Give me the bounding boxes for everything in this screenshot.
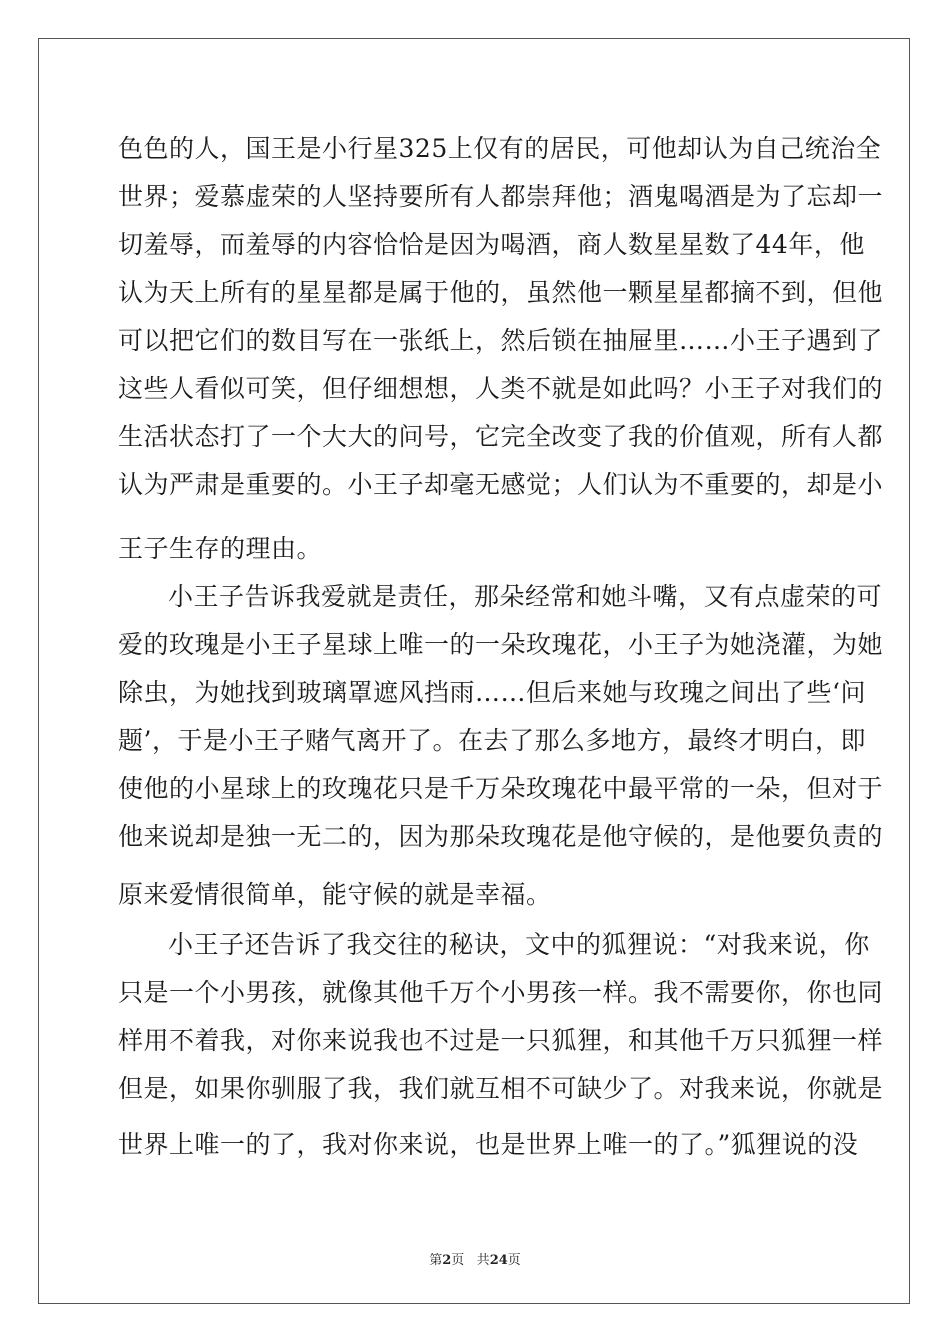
page-footer bbox=[0, 1249, 950, 1268]
page-prefix: 第 bbox=[429, 1253, 443, 1268]
text-line: 王子生存的理由。 bbox=[118, 534, 323, 563]
text-line: 除虫，为她找到玻璃罩遮风挡雨……但后来她与玫瑰之间出了些‘问 bbox=[118, 678, 866, 707]
text-line: 但是，如果你驯服了我，我们就互相不可缺少了。对我来说，你就是 bbox=[118, 1074, 884, 1103]
text-line: 爱的玫瑰是小王子星球上唯一的一朵玫瑰花，小王子为她浇灌，为她 bbox=[118, 630, 884, 659]
text-line: 可以把它们的数目写在一张纸上，然后锁在抽屉里……小王子遇到了 bbox=[118, 326, 884, 355]
text-line: 样用不着我，对你来说我也不过是一只狐狸，和其他千万只狐狸一样 bbox=[118, 1026, 884, 1055]
text-line: 世界；爱慕虚荣的人坚持要所有人都崇拜他；酒鬼喝酒是为了忘却一 bbox=[118, 182, 884, 211]
text-line: 世界上唯一的了，我对你来说，也是世界上唯一的了。”狐狸说的没 bbox=[118, 1130, 859, 1159]
text-line: 使他的小星球上的玫瑰花只是千万朵玫瑰花中最平常的一朵，但对于 bbox=[118, 774, 884, 803]
text-line: 这些人看似可笑，但仔细想想，人类不就是如此吗？小王子对我们的 bbox=[118, 374, 884, 403]
total-pages: 24 bbox=[489, 1253, 508, 1268]
total-prefix: 共 bbox=[476, 1253, 490, 1268]
text-line: 题’，于是小王子赌气离开了。在去了那么多地方，最终才明白，即 bbox=[118, 726, 866, 755]
text-line: 认为天上所有的星星都是属于他的，虽然他一颗星星都摘不到，但他 bbox=[118, 278, 884, 307]
text-line: 认为严肃是重要的。小王子却毫无感觉；人们认为不重要的，却是小 bbox=[118, 470, 884, 499]
page-suffix: 页 bbox=[451, 1253, 465, 1268]
text-line: 色色的人，国王是小行星325上仅有的居民，可他却认为自己统治全 bbox=[118, 134, 882, 163]
paragraph-first-line: 小王子还告诉了我交往的秘诀，文中的狐狸说：“对我来说，你 bbox=[168, 930, 870, 959]
text-line: 生活状态打了一个大大的问号，它完全改变了我的价值观，所有人都 bbox=[118, 422, 884, 451]
text-line: 切羞辱，而羞辱的内容恰恰是因为喝酒，商人数星星数了44年，他 bbox=[118, 230, 865, 259]
text-line: 只是一个小男孩，就像其他千万个小男孩一样。我不需要你，你也同 bbox=[118, 978, 884, 1007]
page-number: 2 bbox=[442, 1253, 452, 1268]
paragraph-first-line: 小王子告诉我爱就是责任，那朵经常和她斗嘴，又有点虚荣的可 bbox=[168, 582, 883, 611]
text-line: 原来爱情很简单，能守候的就是幸福。 bbox=[118, 880, 552, 909]
total-suffix: 页 bbox=[507, 1253, 521, 1268]
page-border bbox=[38, 38, 910, 1304]
text-line: 他来说却是独一无二的，因为那朵玫瑰花是他守候的，是他要负责的 bbox=[118, 822, 884, 851]
